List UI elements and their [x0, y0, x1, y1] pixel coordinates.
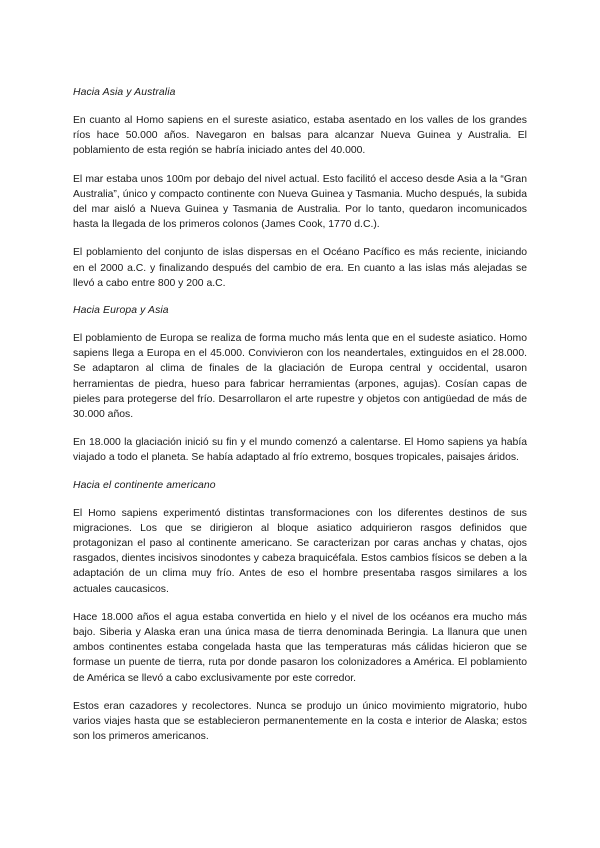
section-heading-europa-asia: Hacia Europa y Asia: [73, 305, 169, 317]
paragraph: El poblamiento de Europa se realiza de forma mucho más lenta que en el sudeste asiatico. Homo sapiens llega a Europa en el 45.000. Convivieron con los neandertales, extinguidos en el 28.000. Se adaptaron al clima de finales de la glaciación de Europa central y occidental, usaron herramientas de piedra, hueso para fabricar herramientas (arpones, agujas). Cosían capas de pieles para protegerse del frío. Desarrollaron el arte rupestre y objetos con antigüedad de más de 30.000 años.: [73, 333, 527, 421]
paragraph: Hace 18.000 años el agua estaba convertida en hielo y el nivel de los océanos era mucho más bajo. Siberia y Alaska eran una única masa de tierra denominada Beringia. La llanura que unen ambos continentes estaba congelada hasta que las temperaturas más cálidas hicieron que se formase un puente de tierra, ruta por donde pasaron los colonizadores a América. El poblamiento de América se llevó a cabo exclusivamente por este corredor.: [73, 611, 527, 684]
paragraph: El poblamiento del conjunto de islas dispersas en el Océano Pacífico es más reciente, iniciando en el 2000 a.C. y finalizando después del cambio de era. En cuanto a las islas más alejadas se llevó a cabo entre 800 y 200 a.C.: [73, 247, 527, 289]
paragraph: El Homo sapiens experimentó distintas transformaciones con los diferentes destinos de sus migraciones. Los que se dirigieron al bloque asiatico adquirieron rasgos definidos que protagonizan el paso al continente americano. Se caracterizan por caras anchas y chatas, ojos rasgados, dientes incisivos sinodontes y cabeza braquicéfala. Estos cambios físicos se deben a la adaptación de un clima muy frío. Antes de eso el hombre presentaba rasgos similares a los actuales caucasicos.: [73, 507, 527, 595]
section-heading-asia-australia: Hacia Asia y Australia: [73, 87, 176, 98]
paragraph: El mar estaba unos 100m por debajo del nivel actual. Esto facilitó el acceso desde Asia a la “Gran Australia”, único y compacto continente con Nueva Guinea y Tasmania. Mucho después, la subida del mar aisló a Nueva Guinea y Tasmania de Australia. Por lo tanto, quedaron incomunicados hasta la llegada de los primeros colonos (James Cook, 1770 d.C.).: [73, 173, 527, 231]
paragraph: Estos eran cazadores y recolectores. Nunca se produjo un único movimiento migratorio, hubo varios viajes hasta que se establecieron permanentemente en la costa e interior de Alaska; estos son los primeros americanos.: [73, 700, 527, 743]
paragraph: En cuanto al Homo sapiens en el sureste asiatico, estaba asentado en los valles de los grandes ríos hace 50.000 años. Navegaron en balsas para alcanzar Nueva Guinea y Australia. El poblamiento de esta región se habría iniciado antes del 40.000.: [73, 115, 527, 157]
paragraph: En 18.000 la glaciación inició su fin y el mundo comenzó a calentarse. El Homo sapiens ya había viajado a todo el planeta. Se había adaptado al frío extremo, bosques tropicales, paisajes áridos.: [73, 437, 527, 464]
section-heading-continente-americano: Hacia el continente americano: [73, 479, 216, 491]
